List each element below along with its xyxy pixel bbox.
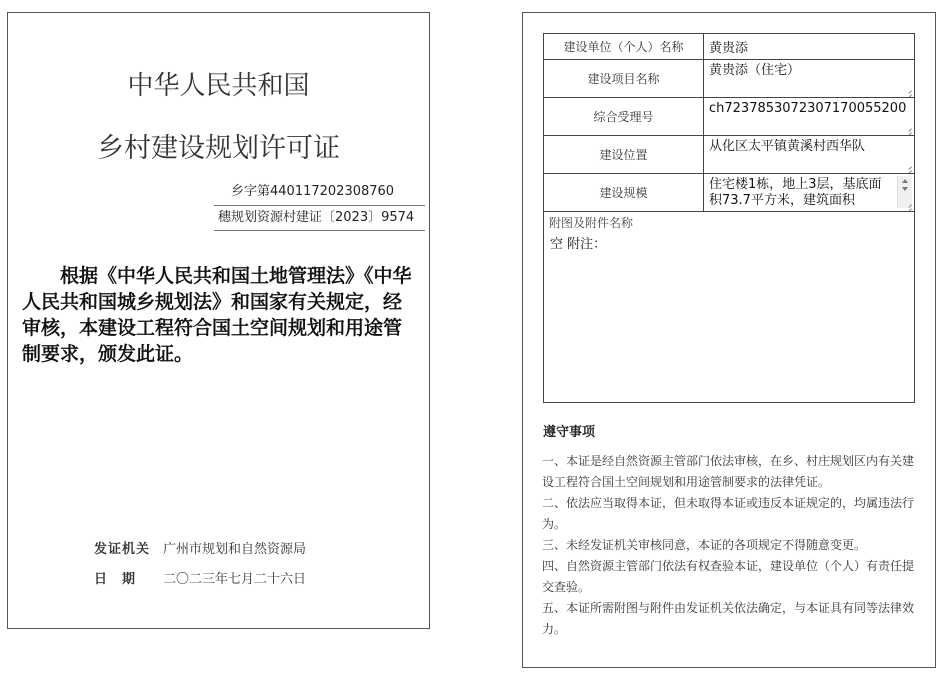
resize-handle-icon[interactable] [904,163,912,171]
certificate-front-page [7,12,430,629]
table-row [544,174,915,212]
table-row [544,98,915,136]
project-name-textarea[interactable] [704,60,915,98]
field-label-acceptance-no: 综合受理号 [544,98,704,136]
scroll-up-icon[interactable] [902,179,908,183]
field-value-scale: 住宅楼1栋，地上3层，基底面积73.7平方米，建筑面积 [709,177,882,208]
date-label: 日期 [94,572,151,587]
scroll-down-icon[interactable] [902,187,908,191]
project-info-table [543,33,915,212]
field-value-acceptance-no: ch7237853072307170055200 [709,101,907,116]
table-row [544,60,915,98]
attachment-content: 空 附注： [550,237,607,252]
field-label-scale: 建设规模 [544,174,704,212]
scale-textarea[interactable] [704,174,915,212]
rule-item: 四、自然资源主管部门依法有权查验本证，建设单位（个人）有责任提交查验。 [542,559,915,594]
acceptance-no-textarea[interactable] [704,98,915,136]
field-label-applicant: 建设单位（个人）名称 [544,34,704,60]
resize-handle-icon[interactable] [904,125,912,133]
rule-item: 五、本证所需附图与附件由发证机关依法确定，与本证具有同等法律效力。 [542,601,915,636]
rule-item: 三、未经发证机关审核同意，本证的各项规定不得随意变更。 [542,538,867,552]
certificate-detail-page [522,12,936,668]
issuer-label: 发证机关 [93,542,150,557]
table-row [544,34,915,60]
license-number: 乡字第440117202308760 [231,184,395,199]
field-value-project-name: 黄贵添（住宅） [709,63,801,78]
table-row [544,136,915,174]
field-label-project-name: 建设项目名称 [544,60,704,98]
date-value: 二〇二三年七月二十六日 [163,572,307,587]
legal-statement: 根据《中华人民共和国土地管理法》《中华人民共和国城乡规划法》和国家有关规定，经审核，本建设工程符合国土空间规划和用途管制要求，颁发此证。 [22,265,412,365]
field-applicant[interactable] [704,34,915,60]
attachment-title: 附图及附件名称 [549,216,634,230]
issuer-value: 广州市规划和自然资源局 [163,542,307,557]
field-value-applicant: 黄贵添 [709,41,749,56]
field-value-location: 从化区太平镇黄溪村西华队 [709,139,866,154]
rule-item: 二、依法应当取得本证，但未取得本证或违反本证规定的，均属违法行为。 [542,496,915,531]
attachment-section [543,208,915,403]
document-number: 穗规划资源村建证〔2023〕9574 [214,205,425,231]
rules-title: 遵守事项 [543,425,596,440]
certificate-title: 乡村建设规划许可证 [97,133,340,164]
field-label-location: 建设位置 [544,136,704,174]
rule-item: 一、本证是经自然资源主管部门依法审核，在乡、村庄规划区内有关建设工程符合国土空间规划和用途管制要求的法律凭证。 [542,454,915,489]
rules-list [542,451,918,640]
country-title: 中华人民共和国 [127,71,310,101]
resize-handle-icon[interactable] [904,87,912,95]
location-textarea[interactable] [704,136,915,174]
